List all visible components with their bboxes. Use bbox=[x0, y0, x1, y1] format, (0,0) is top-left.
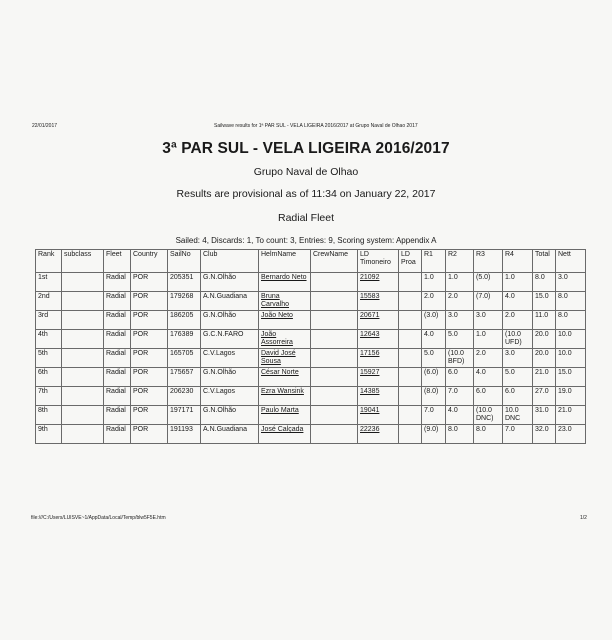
table-cell: 2.0 bbox=[474, 349, 503, 368]
table-cell: 2nd bbox=[36, 292, 62, 311]
table-row bbox=[36, 273, 586, 292]
column-header: SailNo bbox=[168, 250, 201, 273]
table-cell[interactable]: João Assorreira bbox=[259, 330, 311, 349]
table-cell: C.V.Lagos bbox=[201, 349, 259, 368]
table-cell bbox=[399, 273, 422, 292]
table-cell: 191193 bbox=[168, 425, 201, 444]
table-cell[interactable]: Bernardo Neto bbox=[259, 273, 311, 292]
table-cell: 186205 bbox=[168, 311, 201, 330]
table-cell: (3.0) bbox=[422, 311, 446, 330]
table-cell: 8.0 bbox=[556, 311, 586, 330]
table-cell bbox=[62, 406, 104, 425]
table-row bbox=[36, 406, 586, 425]
table-cell: POR bbox=[131, 387, 168, 406]
table-cell: 10.0 bbox=[556, 330, 586, 349]
table-cell: (10.0 BFD) bbox=[446, 349, 474, 368]
table-cell: 6.0 bbox=[503, 387, 533, 406]
table-cell: 21.0 bbox=[533, 368, 556, 387]
table-cell bbox=[311, 292, 358, 311]
table-cell bbox=[399, 368, 422, 387]
column-header: LD Timoneiro bbox=[358, 250, 399, 273]
table-cell[interactable]: 22236 bbox=[358, 425, 399, 444]
table-cell: 5th bbox=[36, 349, 62, 368]
table-cell: 3rd bbox=[36, 311, 62, 330]
column-header: Rank bbox=[36, 250, 62, 273]
column-header: CrewName bbox=[311, 250, 358, 273]
table-cell: (10.0 DNC) bbox=[474, 406, 503, 425]
file-path: file:///C:/Users/LUISVE~1/AppData/Local/Temp/blw5F5E.htm bbox=[31, 515, 166, 521]
table-cell: C.V.Lagos bbox=[201, 387, 259, 406]
table-cell: 32.0 bbox=[533, 425, 556, 444]
table-cell: POR bbox=[131, 330, 168, 349]
table-row bbox=[36, 425, 586, 444]
table-cell bbox=[62, 349, 104, 368]
table-cell[interactable]: 20671 bbox=[358, 311, 399, 330]
table-cell bbox=[311, 311, 358, 330]
table-cell: 10.0 bbox=[556, 349, 586, 368]
table-cell bbox=[399, 349, 422, 368]
table-cell: 1.0 bbox=[474, 330, 503, 349]
table-cell: 9th bbox=[36, 425, 62, 444]
table-cell: 7.0 bbox=[503, 425, 533, 444]
table-cell: 2.0 bbox=[503, 311, 533, 330]
table-cell: 2.0 bbox=[446, 292, 474, 311]
table-cell: 6.0 bbox=[446, 368, 474, 387]
table-cell[interactable]: João Neto bbox=[259, 311, 311, 330]
results-table bbox=[35, 249, 586, 444]
table-cell bbox=[62, 311, 104, 330]
table-row bbox=[36, 368, 586, 387]
table-row bbox=[36, 387, 586, 406]
table-cell: POR bbox=[131, 368, 168, 387]
header-row bbox=[36, 250, 586, 273]
table-cell[interactable]: José Calçada bbox=[259, 425, 311, 444]
table-cell: 4.0 bbox=[422, 330, 446, 349]
table-cell: 19.0 bbox=[556, 387, 586, 406]
table-cell: 15.0 bbox=[533, 292, 556, 311]
table-cell: 5.0 bbox=[503, 368, 533, 387]
table-cell[interactable]: 21092 bbox=[358, 273, 399, 292]
table-cell: POR bbox=[131, 425, 168, 444]
table-cell: 175657 bbox=[168, 368, 201, 387]
table-cell: 15.0 bbox=[556, 368, 586, 387]
table-cell[interactable]: Bruna Carvalho bbox=[259, 292, 311, 311]
table-cell: 27.0 bbox=[533, 387, 556, 406]
table-cell: 2.0 bbox=[422, 292, 446, 311]
column-header: Total bbox=[533, 250, 556, 273]
table-cell: POR bbox=[131, 349, 168, 368]
table-cell: G.N.Olhão bbox=[201, 273, 259, 292]
column-header: Club bbox=[201, 250, 259, 273]
column-header: R2 bbox=[446, 250, 474, 273]
table-cell: 4.0 bbox=[474, 368, 503, 387]
column-header: subclass bbox=[62, 250, 104, 273]
table-row bbox=[36, 330, 586, 349]
table-cell[interactable]: David José Sousa bbox=[259, 349, 311, 368]
page-title: 3ª PAR SUL - VELA LIGEIRA 2016/2017 bbox=[162, 140, 450, 157]
table-cell: 3.0 bbox=[474, 311, 503, 330]
table-cell: 7th bbox=[36, 387, 62, 406]
column-header: R1 bbox=[422, 250, 446, 273]
table-cell bbox=[311, 330, 358, 349]
table-cell: 4.0 bbox=[446, 406, 474, 425]
table-cell bbox=[311, 368, 358, 387]
table-cell: 11.0 bbox=[533, 311, 556, 330]
table-cell: 3.0 bbox=[446, 311, 474, 330]
table-cell: Radial bbox=[104, 368, 131, 387]
print-header-source: Sailwave results for 1ª PAR SUL - VELA LIGEIRA 2016/2017 at Grupo Naval de Olhao 2017 bbox=[214, 123, 418, 129]
table-cell: (7.0) bbox=[474, 292, 503, 311]
table-cell bbox=[399, 292, 422, 311]
table-cell: Radial bbox=[104, 311, 131, 330]
table-cell: 8.0 bbox=[533, 273, 556, 292]
table-cell: 31.0 bbox=[533, 406, 556, 425]
column-header: Fleet bbox=[104, 250, 131, 273]
table-cell: 176389 bbox=[168, 330, 201, 349]
table-cell[interactable]: 15927 bbox=[358, 368, 399, 387]
table-cell: A.N.Guadiana bbox=[201, 292, 259, 311]
table-cell[interactable]: César Norte bbox=[259, 368, 311, 387]
table-cell: 8.0 bbox=[474, 425, 503, 444]
column-header: LD Proa bbox=[399, 250, 422, 273]
table-cell: 5.0 bbox=[422, 349, 446, 368]
table-cell bbox=[311, 387, 358, 406]
table-cell: G.N.Olhão bbox=[201, 311, 259, 330]
table-cell: POR bbox=[131, 292, 168, 311]
column-header: R3 bbox=[474, 250, 503, 273]
table-cell bbox=[62, 387, 104, 406]
table-cell: 5.0 bbox=[446, 330, 474, 349]
table-cell: G.N.Olhão bbox=[201, 406, 259, 425]
table-cell bbox=[311, 349, 358, 368]
table-cell: 1.0 bbox=[446, 273, 474, 292]
table-cell: 1.0 bbox=[503, 273, 533, 292]
table-cell: 10.0 DNC bbox=[503, 406, 533, 425]
table-cell: 1.0 bbox=[422, 273, 446, 292]
provisional-notice: Results are provisional as of 11:34 on January 22, 2017 bbox=[176, 188, 436, 200]
table-cell bbox=[311, 425, 358, 444]
table-cell: 206230 bbox=[168, 387, 201, 406]
table-cell bbox=[311, 406, 358, 425]
table-row bbox=[36, 292, 586, 311]
table-cell: 197171 bbox=[168, 406, 201, 425]
table-cell: (10.0 UFD) bbox=[503, 330, 533, 349]
table-cell bbox=[399, 387, 422, 406]
table-cell[interactable]: 17156 bbox=[358, 349, 399, 368]
table-cell: 23.0 bbox=[556, 425, 586, 444]
table-cell bbox=[62, 292, 104, 311]
table-cell[interactable]: Paulo Marta bbox=[259, 406, 311, 425]
table-cell: 6.0 bbox=[474, 387, 503, 406]
column-header: Country bbox=[131, 250, 168, 273]
table-cell: G.C.N.FARO bbox=[201, 330, 259, 349]
table-cell: Radial bbox=[104, 330, 131, 349]
table-cell: 8.0 bbox=[556, 292, 586, 311]
table-cell: 7.0 bbox=[446, 387, 474, 406]
table-cell: Radial bbox=[104, 387, 131, 406]
table-cell: 6th bbox=[36, 368, 62, 387]
table-cell: 8th bbox=[36, 406, 62, 425]
table-cell bbox=[311, 273, 358, 292]
table-cell bbox=[399, 330, 422, 349]
table-cell: POR bbox=[131, 273, 168, 292]
table-cell[interactable]: 14385 bbox=[358, 387, 399, 406]
table-cell: Radial bbox=[104, 273, 131, 292]
table-cell: (6.0) bbox=[422, 368, 446, 387]
table-cell: G.N.Olhão bbox=[201, 368, 259, 387]
table-cell[interactable]: 19041 bbox=[358, 406, 399, 425]
table-cell: 205351 bbox=[168, 273, 201, 292]
table-cell: 165705 bbox=[168, 349, 201, 368]
table-cell: Radial bbox=[104, 406, 131, 425]
page-number: 1/2 bbox=[580, 515, 587, 521]
table-cell: 20.0 bbox=[533, 330, 556, 349]
table-cell: POR bbox=[131, 311, 168, 330]
table-cell: 3.0 bbox=[503, 349, 533, 368]
table-cell: 21.0 bbox=[556, 406, 586, 425]
table-cell: 179268 bbox=[168, 292, 201, 311]
table-cell[interactable]: Ezra Wansink bbox=[259, 387, 311, 406]
table-cell: 8.0 bbox=[446, 425, 474, 444]
table-cell: (9.0) bbox=[422, 425, 446, 444]
table-cell: Radial bbox=[104, 349, 131, 368]
table-cell: POR bbox=[131, 406, 168, 425]
column-header: Nett bbox=[556, 250, 586, 273]
table-cell bbox=[399, 425, 422, 444]
table-cell: 20.0 bbox=[533, 349, 556, 368]
club-name: Grupo Naval de Olhao bbox=[253, 166, 359, 178]
table-cell: A.N.Guadiana bbox=[201, 425, 259, 444]
table-cell: 4th bbox=[36, 330, 62, 349]
table-cell: Radial bbox=[104, 425, 131, 444]
column-header: R4 bbox=[503, 250, 533, 273]
table-cell bbox=[62, 330, 104, 349]
table-cell: 3.0 bbox=[556, 273, 586, 292]
table-cell bbox=[62, 273, 104, 292]
table-cell: 7.0 bbox=[422, 406, 446, 425]
table-cell[interactable]: 12643 bbox=[358, 330, 399, 349]
table-row bbox=[36, 349, 586, 368]
table-row bbox=[36, 311, 586, 330]
table-cell bbox=[62, 368, 104, 387]
table-cell: Radial bbox=[104, 292, 131, 311]
table-cell bbox=[62, 425, 104, 444]
table-cell: 4.0 bbox=[503, 292, 533, 311]
table-cell: 1st bbox=[36, 273, 62, 292]
scoring-summary: Sailed: 4, Discards: 1, To count: 3, Entries: 9, Scoring system: Appendix A bbox=[175, 236, 437, 245]
table-cell: (8.0) bbox=[422, 387, 446, 406]
fleet-name: Radial Fleet bbox=[277, 212, 335, 224]
print-date: 22/01/2017 bbox=[32, 123, 58, 129]
column-header: HelmName bbox=[259, 250, 311, 273]
table-cell bbox=[399, 406, 422, 425]
table-cell bbox=[399, 311, 422, 330]
table-cell[interactable]: 15583 bbox=[358, 292, 399, 311]
table-cell: (5.0) bbox=[474, 273, 503, 292]
